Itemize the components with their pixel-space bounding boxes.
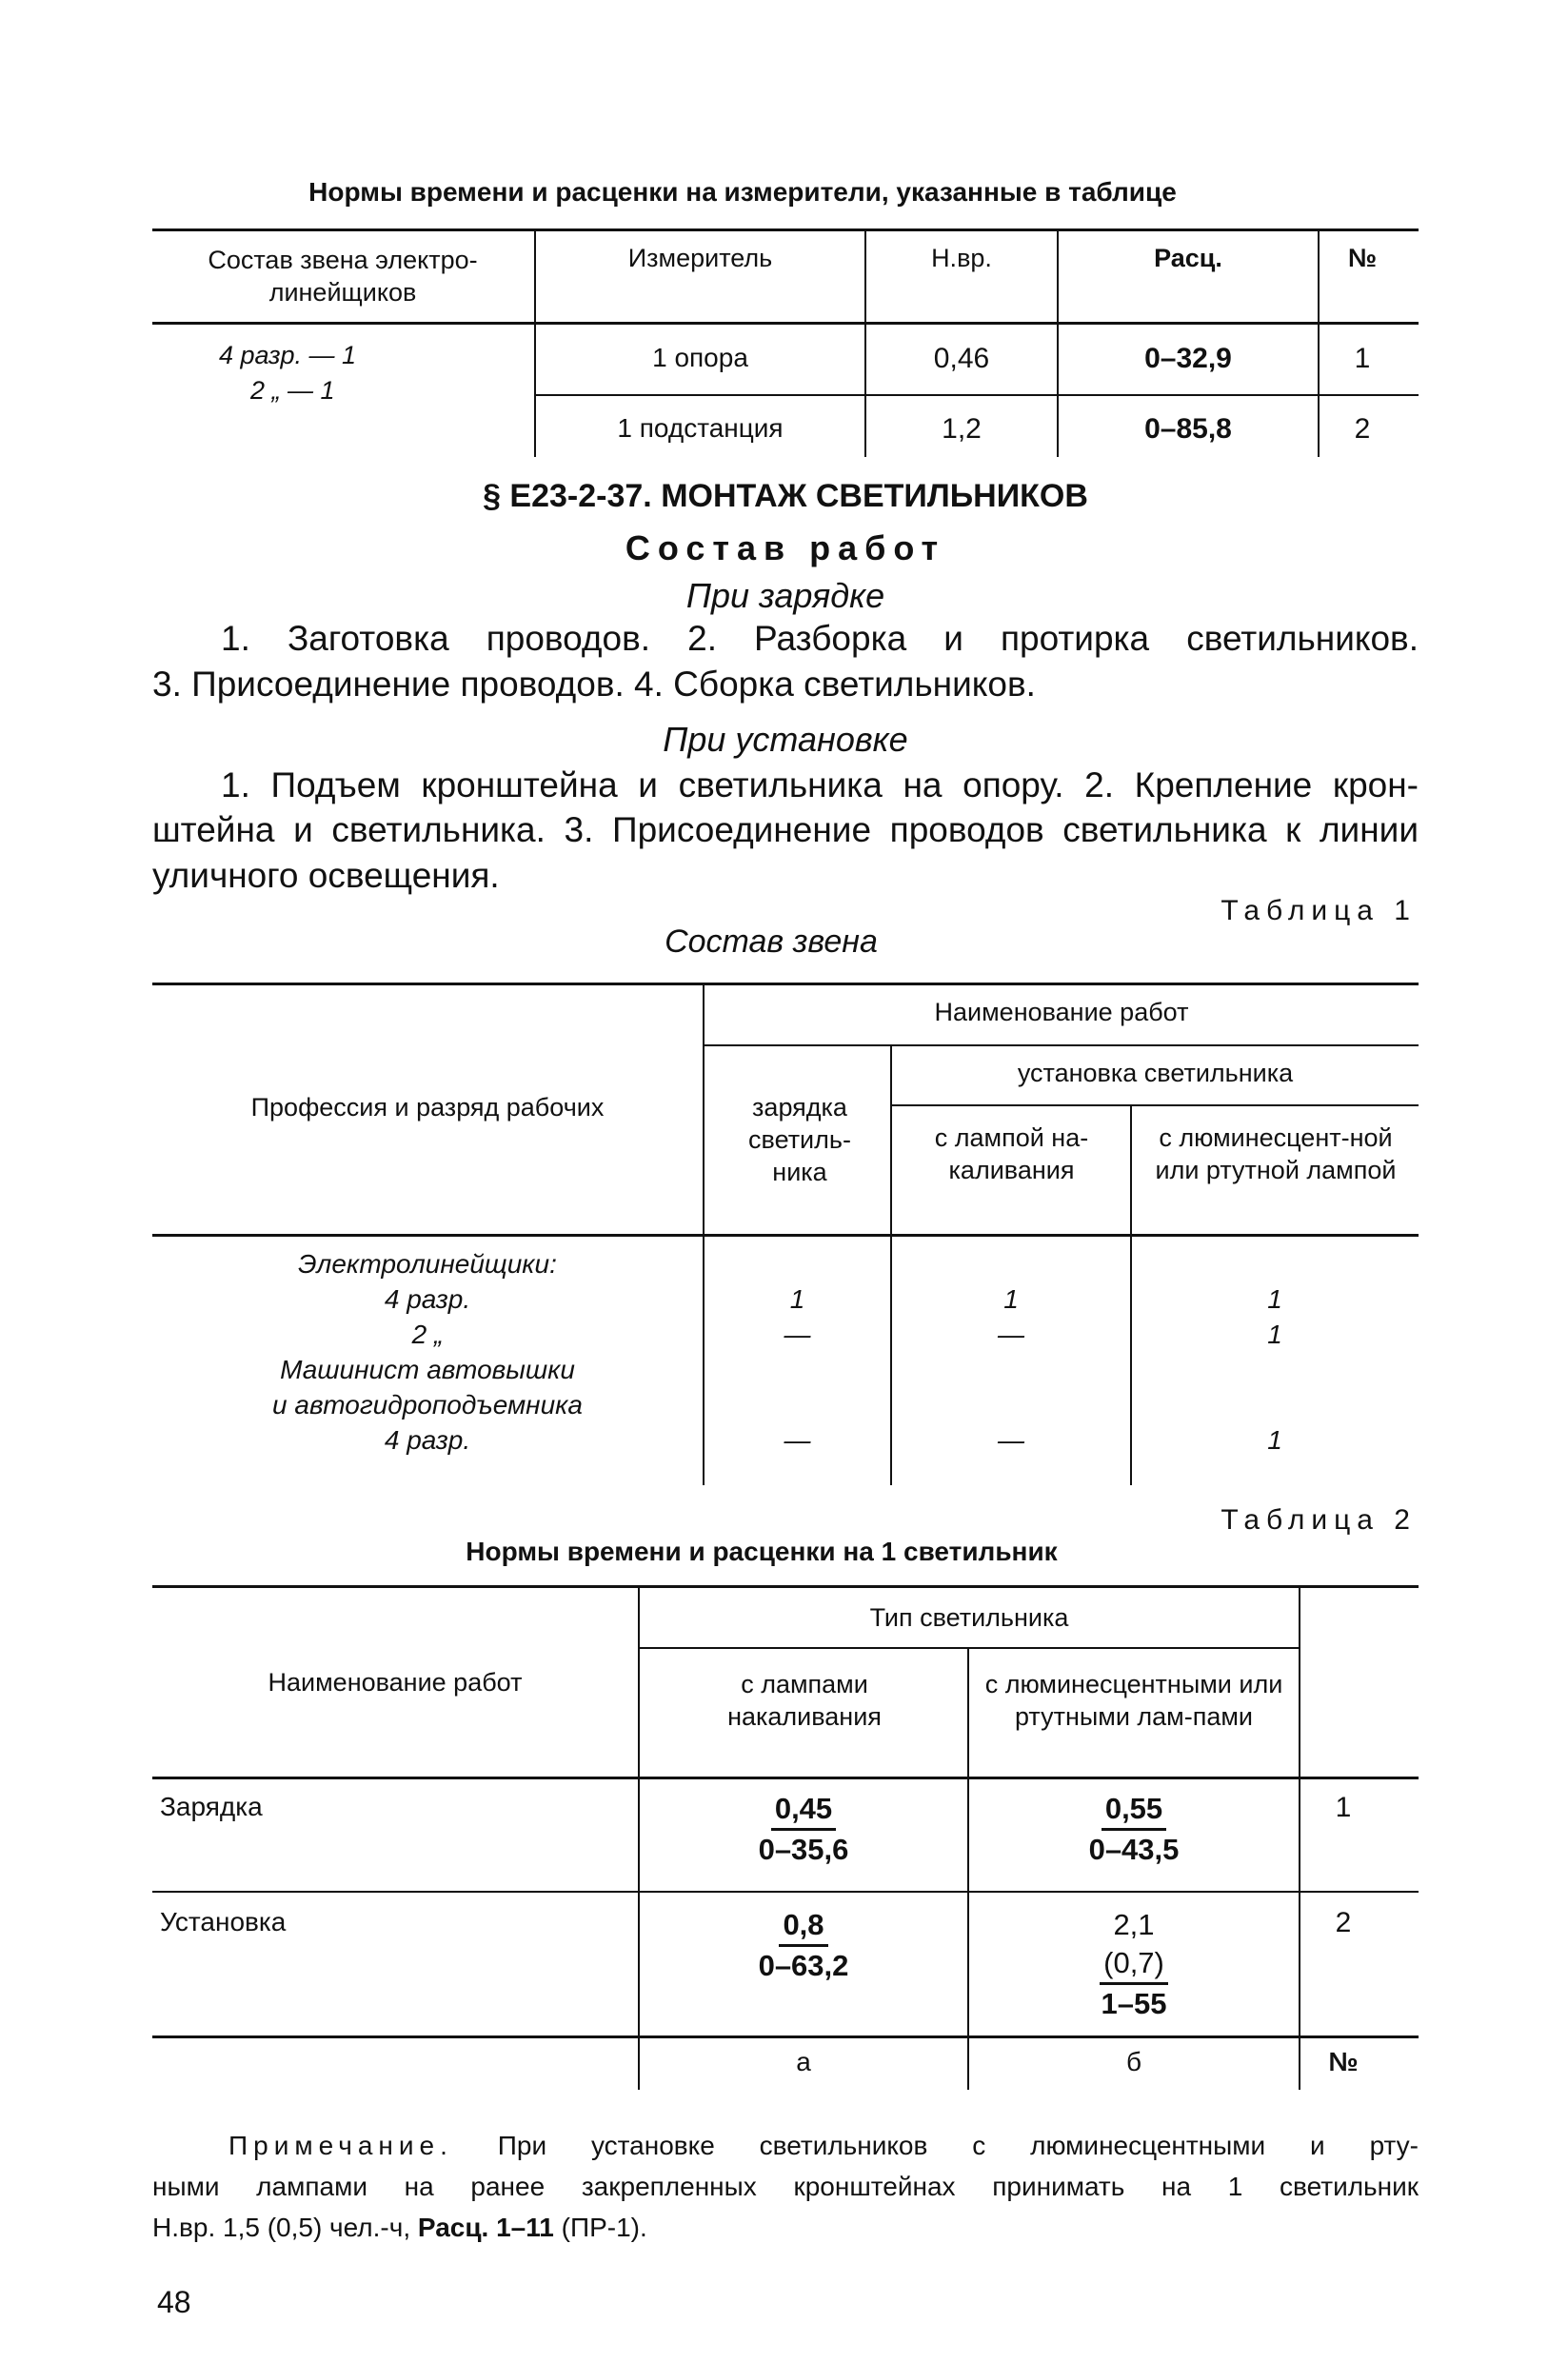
table1-row-charging: — <box>784 1425 811 1455</box>
table1-row-incandescent: — <box>998 1425 1024 1455</box>
install-text-2: штейна и светильника. 3. Присоединение проводов светильника к линии <box>152 810 1419 849</box>
work-composition-title: Состав работ <box>625 528 946 567</box>
table0-header-norm: Н.вр. <box>931 244 992 272</box>
table2-row1-inc-norm: 0,45 <box>771 1790 836 1831</box>
table2-row1-no: 1 <box>1335 1792 1352 1823</box>
table2-label: Таблица 2 <box>1221 1504 1417 1536</box>
table1-row-fluorescent: 1 <box>1267 1320 1282 1349</box>
table2-footer-b: б <box>1125 2047 1142 2076</box>
table2-row1-inc-rate: 0–35,6 <box>758 1833 849 1866</box>
note-line-1: При установке светильников с люминесцентными и рту- <box>452 2131 1419 2160</box>
note-line-2: ными лампами на ранее закрепленных кронштейнах принимать на 1 светильник <box>152 2172 1419 2201</box>
table2-row2-flu-norm: 2,1 <box>1113 1908 1155 1941</box>
table0-crew-line-2: 2 „ — 1 <box>250 376 335 405</box>
table0-crew-line-1: 4 разр. — 1 <box>219 341 357 369</box>
table1-works-rule <box>705 1044 1419 1046</box>
table0-row1-no: 1 <box>1354 343 1371 374</box>
table0-row2-unit: 1 подстанция <box>617 413 784 443</box>
table2-row1-flu-rate: 0–43,5 <box>1088 1833 1180 1866</box>
table0-row1-unit: 1 опора <box>652 343 748 372</box>
table2-footer-rule <box>152 2035 1419 2038</box>
table2-row-rule <box>152 1891 1419 1893</box>
table2-row2-inc-rate: 0–63,2 <box>758 1949 849 1982</box>
install-text-3: уличного освещения. <box>152 856 500 895</box>
install-text-1: 1. Подъем кронштейна и светильника на опору. 2. Крепление крон- <box>221 765 1419 804</box>
table2-header-lamp-type: Тип светильника <box>869 1603 1069 1632</box>
table2-header-rule <box>152 1777 1419 1779</box>
table0-row2-norm: 1,2 <box>942 413 982 445</box>
note-line-3c: (ПР-1). <box>553 2213 647 2242</box>
table2-vline-3 <box>1299 1585 1300 2090</box>
table0-row1-norm: 0,46 <box>933 343 990 374</box>
table2-row2-inc-norm: 0,8 <box>779 1906 827 1947</box>
table0-title: Нормы времени и расценки на измерители, указанные в таблице <box>308 177 1177 207</box>
table1-header-profession: Профессия и разряд рабочих <box>250 1093 605 1122</box>
note-label: Примечание. <box>228 2131 453 2160</box>
charging-text-2: 3. Присоединение проводов. 4. Сборка светильников. <box>152 665 1036 704</box>
table2-row1-work: Зарядка <box>160 1792 263 1821</box>
note <box>152 2125 1419 2248</box>
table1-header-rule <box>152 1234 1419 1237</box>
table1-install-rule <box>890 1104 1419 1106</box>
install-title: При установке <box>663 720 908 759</box>
table2-row1-flu-norm: 0,55 <box>1102 1790 1166 1831</box>
table0-row-rule <box>536 394 1419 396</box>
table1-row-name: 4 разр. <box>384 1425 471 1455</box>
table2-footer-a: а <box>796 2047 811 2076</box>
table1-row-name: 4 разр. <box>384 1284 471 1314</box>
table1-row-name: и автогидроподъемника <box>272 1390 583 1420</box>
table1-vline-1 <box>703 983 705 1485</box>
table2-row2-incandescent <box>640 1906 967 1985</box>
table0-row1-rate: 0–32,9 <box>1144 343 1232 374</box>
charging-title: При зарядке <box>685 576 885 615</box>
table1-row-incandescent: 1 <box>1003 1284 1019 1314</box>
table0-header-crew: Состав звена электро-линейщиков <box>208 246 478 307</box>
table2-row2-no: 2 <box>1335 1907 1352 1938</box>
table0-header-rule <box>152 322 1419 325</box>
table2-type-rule <box>640 1647 1299 1649</box>
table2-header-fluorescent: с люминесцентными или ртутными лам-пами <box>984 1670 1283 1731</box>
table1-row-charging: — <box>784 1320 811 1349</box>
table2-row1-fluorescent <box>969 1790 1299 1869</box>
table0-row2-no: 2 <box>1354 413 1371 445</box>
table2-row2-fluorescent <box>969 1906 1299 2023</box>
table1-header-works: Наименование работ <box>934 998 1189 1026</box>
table2-title: Нормы времени и расценки на 1 светильник <box>466 1537 1058 1566</box>
table2-row2-work: Установка <box>160 1907 287 1936</box>
table2-row1-incandescent <box>640 1790 967 1869</box>
table1-label: Таблица 1 <box>1221 895 1417 926</box>
table2-top-rule <box>152 1585 1419 1588</box>
table1-row-fluorescent: 1 <box>1267 1425 1282 1455</box>
section-heading: § Е23-2-37. МОНТАЖ СВЕТИЛЬНИКОВ <box>483 478 1088 514</box>
table1-row-name: 2 „ <box>411 1320 444 1349</box>
table2-footer-no: № <box>1328 2047 1359 2076</box>
table1-row-incandescent: — <box>998 1320 1024 1349</box>
table1-header-incandescent: с лампой на-каливания <box>934 1123 1089 1184</box>
note-line-3a: Н.вр. 1,5 (0,5) чел.-ч, <box>152 2213 418 2242</box>
table1-vline-2 <box>890 1044 892 1485</box>
table2-header-incandescent: с лампами накаливания <box>727 1670 882 1731</box>
table0-header-no: № <box>1347 244 1378 272</box>
table0-header-rate: Расц. <box>1154 244 1222 272</box>
charging-text-1: 1. Заготовка проводов. 2. Разборка и протирка светильников. <box>221 619 1419 658</box>
table1-row-name: Электролинейщики: <box>298 1249 557 1279</box>
table2-row2-flu-rate: 1–55 <box>1101 1987 1167 2020</box>
note-rate: Расц. 1–11 <box>417 2213 554 2242</box>
table2-header-work: Наименование работ <box>268 1668 523 1697</box>
table0-header-unit: Измеритель <box>627 244 773 272</box>
table1-row-name: Машинист автовышки <box>280 1355 575 1384</box>
table2-row2-flu-norm-paren: (0,7) <box>1100 1944 1168 1985</box>
table1-header-charging: зарядка светиль-ника <box>748 1093 851 1186</box>
table1-top-rule <box>152 983 1419 985</box>
table1-header-fluorescent: с люминесцент-ной или ртутной лампой <box>1155 1123 1397 1184</box>
table1-header-installation: установка светильника <box>1017 1059 1294 1087</box>
page-number: 48 <box>157 2285 191 2319</box>
table1-row-fluorescent: 1 <box>1267 1284 1282 1314</box>
table0-top-rule <box>152 228 1419 231</box>
table1-row-charging: 1 <box>789 1284 805 1314</box>
table1-title: Состав звена <box>665 923 878 960</box>
table0-row2-rate: 0–85,8 <box>1144 413 1232 445</box>
